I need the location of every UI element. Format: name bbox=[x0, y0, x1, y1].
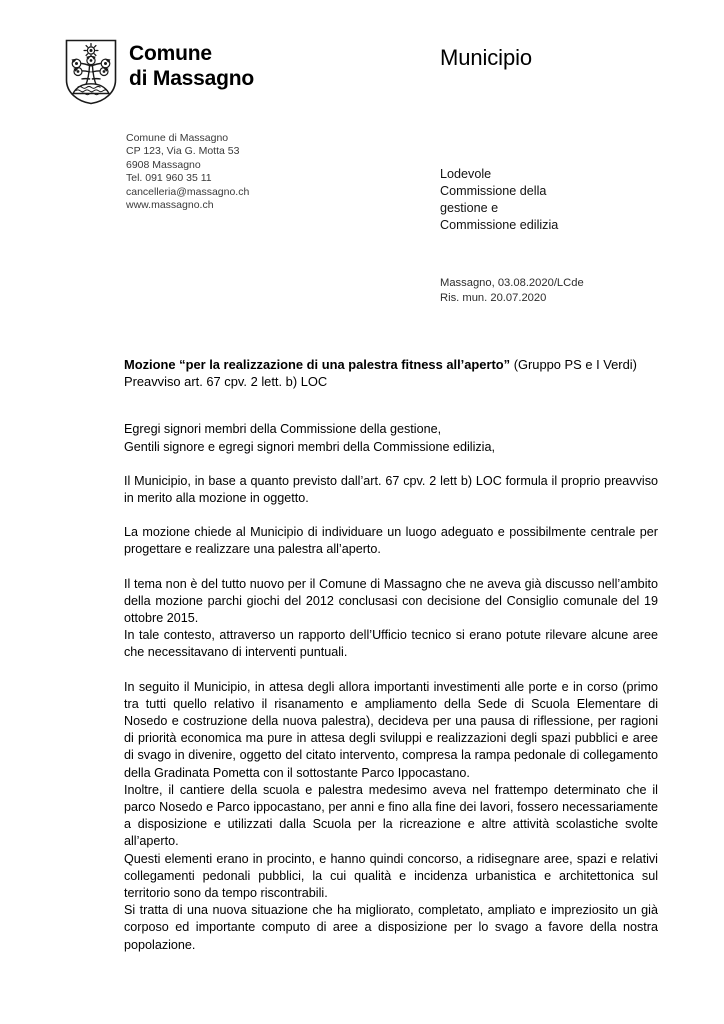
recipient-line: gestione e bbox=[440, 201, 499, 215]
wordmark-line-1: Comune bbox=[129, 42, 212, 65]
body-paragraph-4-part-c: Questi elementi erano in procinto, e hanno quindi concorso, a ridisegnare aree, spazi e relativi collegamenti pedonali pubblici, la cui qualità e incidenza urbanistica e architettonica sul territorio sono da tempo riscontrabili. bbox=[124, 851, 658, 901]
resolution-reference: Ris. mun. 20.07.2020 bbox=[440, 291, 547, 304]
municipality-wordmark bbox=[129, 41, 254, 91]
salutation-line: Gentili signore e egregi signori membri della Commissione edilizia, bbox=[124, 439, 495, 454]
document-meta-block bbox=[440, 276, 584, 305]
recipient-line: Lodevole bbox=[440, 167, 492, 181]
body-paragraph-4 bbox=[124, 679, 658, 954]
salutation-line: Egregi signori membri della Commissione della gestione, bbox=[124, 422, 442, 437]
body-paragraph-1: Il Municipio, in base a quanto previsto dall’art. 67 cpv. 2 lett b) LOC formula il proprio preavviso in merito alla mozione in oggetto. bbox=[124, 473, 658, 506]
recipient-line: Commissione della bbox=[440, 184, 547, 198]
body-paragraph-4-part-a: In seguito il Municipio, in attesa degli allora importanti investimenti alle porte e in corso (primo tra tutti quello relativo il risanamento e ampliamento della Sede di Scuola Elementare di Nosedo e costruzione della nuova palestra), decideva per una pausa di riflessione, per ragioni di priorità economica ma pure in attesa degli sviluppi e realizzazioni degli spazi pubblici e aree di svago in divenire, oggetto del citato intervento, compresa la rampa pedonale di collegamento della Gradinata Pometta con il sottostante Parco Ippocastano. bbox=[124, 679, 658, 780]
sender-address-line: Comune di Massagno bbox=[126, 132, 229, 144]
letter-body bbox=[124, 356, 658, 966]
letterhead bbox=[64, 38, 254, 106]
recipient-line: Commissione edilizia bbox=[440, 218, 559, 232]
sender-email-line: cancelleria@massagno.ch bbox=[126, 185, 250, 198]
subject-plain-text: (Gruppo PS e I Verdi) bbox=[510, 357, 637, 372]
body-paragraph-4-part-b: Inoltre, il cantiere della scuola e palestra medesimo aveva nel frattempo determinato che il parco Nosedo e Parco ippocastano, per anni e fino alla fine dei lavori, fossero necessariamente a disposizione e utilizzati dalla Scuola per la ricreazione e altre attività scolastiche svolte all’aperto. bbox=[124, 782, 658, 849]
massagno-coat-of-arms-icon bbox=[64, 38, 118, 106]
body-paragraph-2: La mozione chiede al Municipio di individuare un luogo adeguato e possibilmente centrale per progettare e realizzare una palestra all’aperto. bbox=[124, 525, 658, 557]
recipient-block bbox=[440, 166, 558, 234]
wordmark-line-2: di Massagno bbox=[129, 67, 254, 90]
subject-bold-text: Mozione “per la realizzazione di una palestra fitness all’aperto” bbox=[124, 357, 511, 372]
body-paragraph-3-part-b: In tale contesto, attraverso un rapporto dell’Ufficio tecnico si erano potute rilevare alcune aree che necessitavano di interventi puntuali. bbox=[124, 628, 658, 660]
body-paragraph-3-part-a: Il tema non è del tutto nuovo per il Comune di Massagno che ne aveva già discusso nell’ambito della mozione parchi giochi del 2012 conclusasi con decisione del Consiglio comunale del 19 ottobre 2015. bbox=[124, 576, 658, 626]
sender-address-line: 6908 Massagno bbox=[126, 158, 201, 171]
body-paragraph-3 bbox=[124, 576, 658, 662]
body-paragraph-4-part-d: Si tratta di una nuova situazione che ha migliorato, completato, ampliato e impreziosito un già corposo ed importante computo di aree a disposizione per lo svago a favore della nostra popolazione. bbox=[124, 903, 658, 952]
sender-website-line: www.massagno.ch bbox=[126, 199, 214, 212]
subject-line bbox=[124, 356, 658, 373]
sender-phone-line: Tel. 091 960 35 11 bbox=[126, 172, 212, 185]
sender-address-block bbox=[126, 132, 249, 212]
sender-address-line: CP 123, Via G. Motta 53 bbox=[126, 145, 240, 158]
department-title: Municipio bbox=[440, 45, 533, 70]
place-and-date: Massagno, 03.08.2020/LCde bbox=[440, 277, 584, 289]
subject-second-line: Preavviso art. 67 cpv. 2 lett. b) LOC bbox=[124, 374, 328, 390]
salutation-block bbox=[124, 421, 658, 455]
